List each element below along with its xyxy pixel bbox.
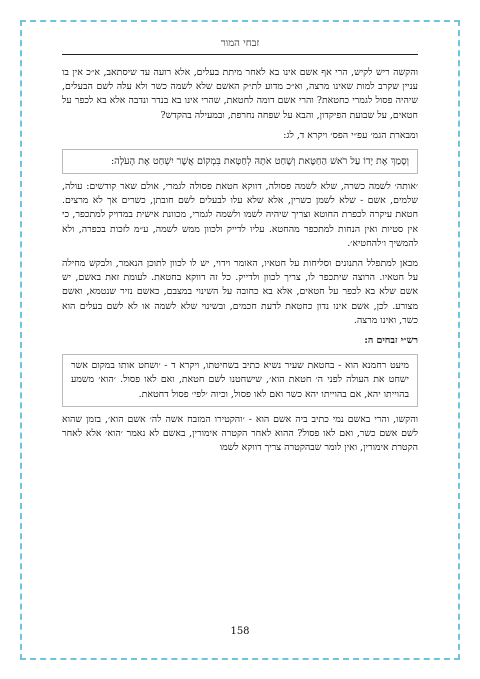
paragraph-mitpalel: מכאן למתפלל התנונים וסליחות על חטאיו, האומר וידוי, יש לו לכוון לתוכן הנאמר, ולבקש מחילה על חטאיו. הרוצה שיתכפר לו, צריך לכוון ולדייק. כל זה דווקא בחטאת. לעומת זאת באשם, יש אשם שלא בא לכפר על חטאים, אלא בא כחובה על השינוי במצבם, כאשם נזיר שנטמא, ואשם מצורע. לכן, אשם אינו נדון כחטאת לדעת חכמים, ובשינוי שלא לשמה או לא לשם בעלים הוא כשר, ואינו מרצה. xyxy=(62,258,418,326)
running-header-title: זבחי המור xyxy=(220,38,260,49)
paragraph-otah: ׳אותה׳ לשמה כשרה, שלא לשמה פסולה, דווקא חטאת פסולה לגמרי, אולם שאר קודשים: עולה, שלמים, אשם - שלא לשמן כשרין, אלא שלא עלו לבעלים לשם חובתן, כשרים אך לא מרצים. חטאת עיקרה לכפרת החוטא וצריך שיהיה לשמו ולשמה לגמרי, מכוונת אישית במדויק למתכפר, כי אין סטיות ואין הנחות למתכפר מהחטא. עליו לדייק ולכוון ממש לשמה, ע״מ לזכות בכפרה, ולא להמשיך ו׳להחטיא׳. xyxy=(62,181,418,249)
paragraph-hikshu: והקשו, והרי באשם נמי כתיב ביה אשם הוא - ׳והקטירו המזבח אשה לה׳ אשם הוא׳, בזמן שהוא לשם אשם כשר, ואם לאו פסול? ההוא לאחר הקטרה אימורין, באשם לא נאמר ׳הוא׳ אלא לאחר הקטרת אימורין, ואין לומר שבהקטרה צריך דווקא לשמו xyxy=(62,413,418,454)
page-number: 158 xyxy=(230,626,250,637)
header-divider xyxy=(62,54,418,55)
paragraph-resh-lakish: והקשה ריש לקיש, הרי אף אשם אינו בא לאחר מיתת בעלים, אלא רועה עד שיסתאב, א״כ אין בו עניין שקרב למות שאינו מרצה, וא״כ מדוע לת״ק האשם שלא לשמה כשר ולא עלה לשם הבעלים, שיהיה פסול לגמרי כחטאת? והרי אשם דומה לחטאת, שהרי אינו בא בנדר ונדבה אלא בא לכפר על חטאים, על שבועת הפיקדון, והבא על שפחה נחרפת, ובמעילה בהקדש? xyxy=(62,67,418,121)
verse-quote-box: וְסָמַךְ אֶת יָדוֹ עַל רֹאשׁ הַחַטָּאת וְשָׁחַט אֹתָהּ לְחַטָּאת בִּמְקוֹם אֲשֶׁר יִשְׁחַט אֶת הָעֹלָה: xyxy=(62,149,418,174)
rashi-quote-box: מיעט רחמנא הוא - בחטאת שעיר נשיא כתיב בשחיטתו, ויקרא ד - ׳ושחט אותו במקום אשר ישחט את העולה לפני ה׳ חטאת הוא׳, שישחטנו לשם חטאת, ואם לאו פסול. ׳הוא׳ משמע בהוייתו יהא, אם בהוייתו יהא כשר ואם לאו פסול, וכיוה ׳לפי׳ פסול דחטאת. xyxy=(62,354,418,407)
body-text xyxy=(62,66,418,461)
rashi-label: רש״י זבחים ה: xyxy=(364,335,418,347)
verse-intro: ומבארת הגמ׳ עפ״י הפס׳ ויקרא ד, לג: xyxy=(283,129,418,141)
